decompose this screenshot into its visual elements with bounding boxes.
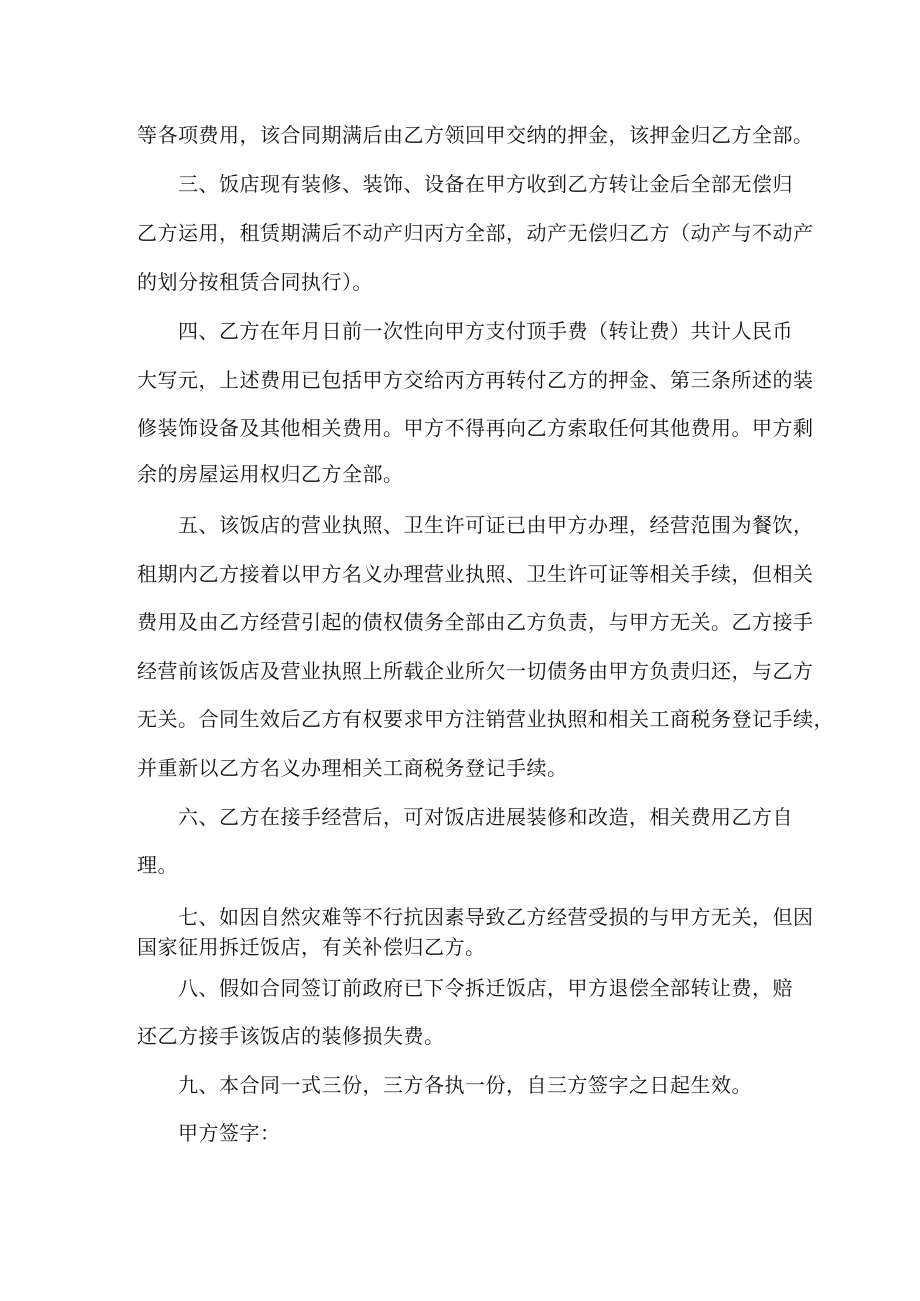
text-line: 还乙方接手该饭店的装修损失费。	[137, 1024, 445, 1048]
text-line: 余的房屋运用权归乙方全部。	[137, 462, 404, 486]
text-line: 七、如因自然灾难等不行抗因素导致乙方经营受损的与甲方无关，但因	[178, 905, 814, 929]
text-line: 国家征用拆迁饭店，有关补偿归乙方。	[137, 935, 486, 959]
text-line: 五、该饭店的营业执照、卫生许可证已由甲方办理，经营范围为餐饮，	[178, 513, 814, 537]
text-line: 的划分按租赁合同执行）。	[137, 270, 373, 294]
text-line: 并重新以乙方名义办理相关工商税务登记手续。	[137, 756, 568, 780]
text-line: 三、饭店现有装修、装饰、设备在甲方收到乙方转让金后全部无偿归	[178, 172, 793, 196]
text-line: 六、乙方在接手经营后，可对饭店进展装修和改造，相关费用乙方自	[178, 805, 793, 829]
text-line: 理。	[137, 853, 178, 877]
text-line: 经营前该饭店及营业执照上所载企业所欠一切债务由甲方负责归还，与乙方	[137, 659, 814, 683]
text-line: 四、乙方在年月日前一次性向甲方支付顶手费（转让费）共计人民币	[178, 319, 793, 343]
text-line: 乙方运用，租赁期满后不动产归丙方全部，动产无偿归乙方（动产与不动产	[137, 221, 814, 245]
text-line: 等各项费用，该合同期满后由乙方领回甲交纳的押金，该押金归乙方全部。	[137, 123, 814, 147]
text-line: 租期内乙方接着以甲方名义办理营业执照、卫生许可证等相关手续，但相关	[137, 562, 814, 586]
text-line: 九、本合同一式三份，三方各执一份，自三方签字之日起生效。	[178, 1073, 752, 1097]
text-line: 修装饰设备及其他相关费用。甲方不得再向乙方索取任何其他费用。甲方剩	[137, 416, 814, 440]
text-line: 大写元，上述费用已包括甲方交给丙方再转付乙方的押金、第三条所述的装	[137, 368, 814, 392]
signature-label: 甲方签字：	[178, 1121, 281, 1145]
text-line: 无关。合同生效后乙方有权要求甲方注销营业执照和相关工商税务登记手续，	[137, 707, 834, 731]
text-line: 费用及由乙方经营引起的债权债务全部由乙方负责，与甲方无关。乙方接手	[137, 610, 814, 634]
text-line: 八、假如合同签订前政府已下令拆迁饭店，甲方退偿全部转让费，赔	[178, 976, 793, 1000]
